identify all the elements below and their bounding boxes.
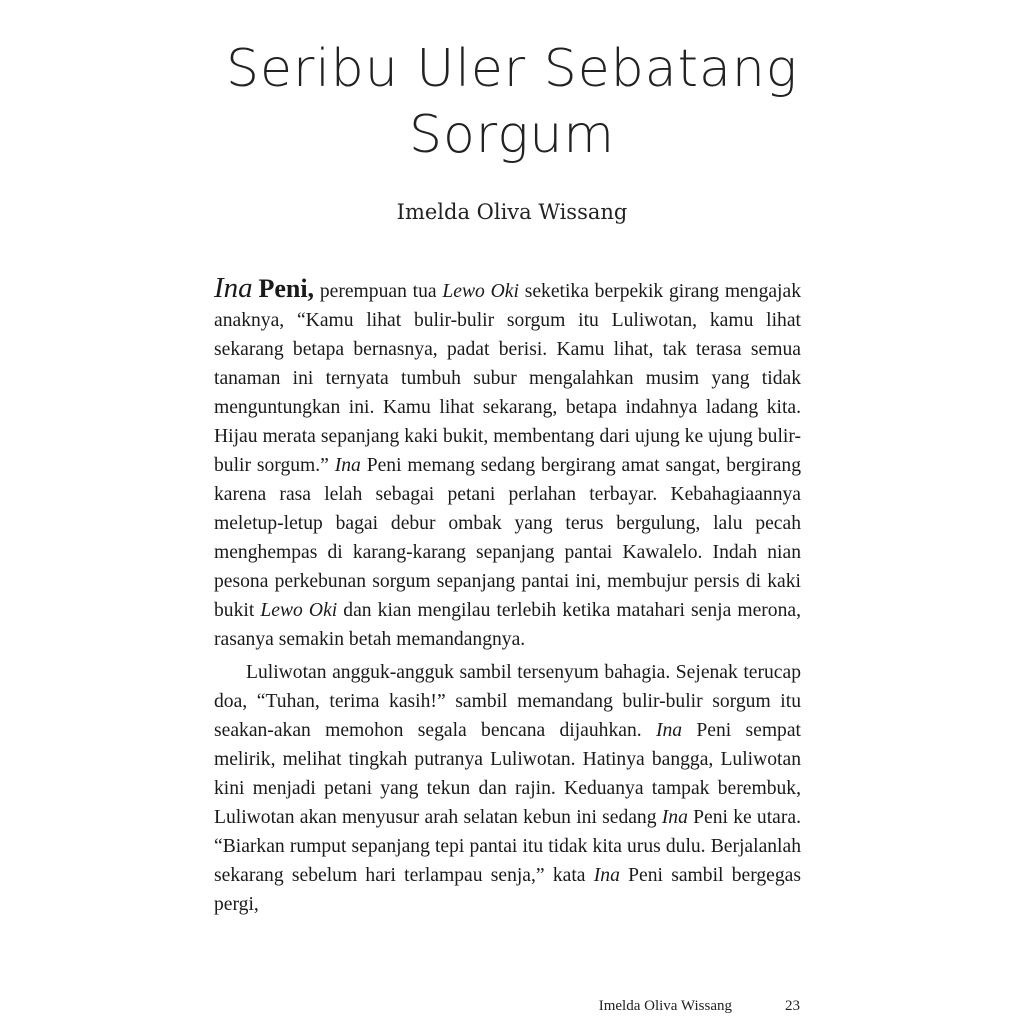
paragraph-1-text-2: seketika berpekik girang mengajak anaknya, “Kamu lihat bulir-bulir sorgum itu Luliwotan, kamu lihat sekarang betapa bernasnya, padat berisi. Kamu lihat, tak terasa semua tanaman ini ternyata tumbuh subur mengalahkan musim yang tidak menguntungkan ini. Kamu lihat sekarang, betapa indahnya ladang kita. Hijau merata sepanjang kaki bukit, membentang dari ujung ke ujung bulir-bulir sorgum.”	[214, 281, 801, 476]
paragraph-1-text-1: perempuan tua	[319, 281, 443, 302]
paragraph-2-italic-2: Ina	[661, 807, 688, 828]
paragraph-2-text-3: Peni ke utara. “Biarkan rumput sepanjang tepi pantai itu tidak kita urus dulu. Berjalanlah sekarang sebelum hari terlampau senja,” kata	[214, 807, 801, 886]
page-footer	[0, 998, 1024, 1018]
paragraph-2-italic-3: Ina	[593, 865, 620, 886]
story-title-line-2: Sorgum	[408, 105, 616, 165]
paragraph-2	[214, 658, 801, 919]
story-body	[214, 274, 801, 919]
running-head: Imelda Oliva Wissang	[598, 998, 732, 1014]
paragraph-2-text-1: Luliwotan angguk-angguk sambil tersenyum bahagia. Sejenak terucap doa, “Tuhan, terima kasih!” sambil memandang bulir-bulir sorgum itu seakan-akan memohon segala bencana dijauhkan.	[214, 662, 801, 741]
paragraph-2-text-4: Peni sambil bergegas pergi,	[214, 865, 801, 915]
page-number: 23	[785, 998, 800, 1014]
paragraph-1-italic-3: Lewo Oki	[260, 600, 338, 621]
paragraph-2-italic-1: Ina	[655, 720, 683, 741]
paragraph-1-italic-2: Ina	[334, 455, 361, 476]
lead-word-bold: Peni,	[258, 274, 315, 303]
paragraph-1	[214, 274, 801, 654]
paragraph-1-italic-1: Lewo Oki	[442, 281, 519, 302]
paragraph-2-text-2: Peni sempat melirik, melihat tingkah putranya Luliwotan. Hatinya bangga, Luliwotan kini menjadi petani yang tekun dan rajin. Keduanya tampak berembuk, Luliwotan akan menyusur arah selatan kebun ini sedang	[214, 720, 801, 828]
paragraph-1-text-4: dan kian mengilau terlebih ketika matahari senja merona, rasanya semakin betah memandangnya.	[214, 600, 801, 650]
story-title-line-1: Seribu Uler Sebatang	[225, 39, 799, 99]
lead-word-italic: Ina	[214, 272, 253, 304]
story-title	[0, 36, 1024, 168]
story-author: Imelda Oliva Wissang	[396, 200, 628, 224]
paragraph-1-text-3: Peni memang sedang bergirang amat sangat, bergirang karena rasa lelah sebagai petani perlahan terbayar. Kebahagiaannya meletup-letup bagai debur ombak yang terus bergulung, lalu pecah menghempas di karang-karang sepanjang pantai Kawalelo. Indah nian pesona perkebunan sorgum sepanjang pantai ini, membujur persis di kaki bukit	[214, 455, 801, 621]
